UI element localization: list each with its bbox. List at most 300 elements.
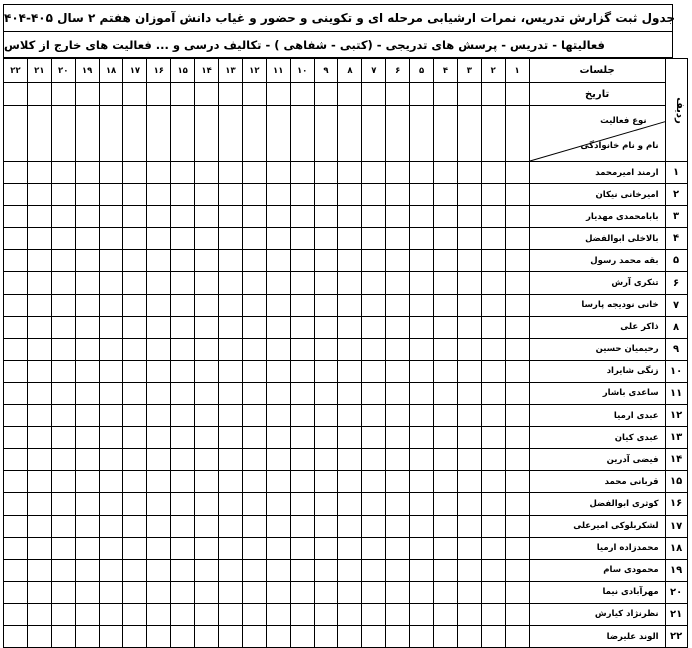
grade-cell[interactable] xyxy=(457,471,481,493)
activity-type-cell[interactable] xyxy=(314,106,338,162)
grade-cell[interactable] xyxy=(51,206,75,228)
grade-cell[interactable] xyxy=(434,515,458,537)
grade-cell[interactable] xyxy=(386,515,410,537)
grade-cell[interactable] xyxy=(457,382,481,404)
grade-cell[interactable] xyxy=(410,603,434,625)
grade-cell[interactable] xyxy=(51,272,75,294)
grade-cell[interactable] xyxy=(171,559,195,581)
grade-cell[interactable] xyxy=(242,515,266,537)
grade-cell[interactable] xyxy=(99,449,123,471)
grade-cell[interactable] xyxy=(75,250,99,272)
grade-cell[interactable] xyxy=(99,581,123,603)
grade-cell[interactable] xyxy=(75,316,99,338)
grade-cell[interactable] xyxy=(75,338,99,360)
activity-type-cell[interactable] xyxy=(362,106,386,162)
grade-cell[interactable] xyxy=(171,382,195,404)
grade-cell[interactable] xyxy=(99,250,123,272)
grade-cell[interactable] xyxy=(338,581,362,603)
grade-cell[interactable] xyxy=(434,603,458,625)
grade-cell[interactable] xyxy=(457,625,481,647)
grade-cell[interactable] xyxy=(386,427,410,449)
grade-cell[interactable] xyxy=(362,493,386,515)
grade-cell[interactable] xyxy=(123,382,147,404)
grade-cell[interactable] xyxy=(290,272,314,294)
grade-cell[interactable] xyxy=(434,581,458,603)
grade-cell[interactable] xyxy=(195,603,219,625)
grade-cell[interactable] xyxy=(410,338,434,360)
grade-cell[interactable] xyxy=(147,537,171,559)
activity-type-cell[interactable] xyxy=(410,106,434,162)
grade-cell[interactable] xyxy=(266,162,290,184)
grade-cell[interactable] xyxy=(27,603,51,625)
activity-type-cell[interactable] xyxy=(266,106,290,162)
grade-cell[interactable] xyxy=(51,427,75,449)
grade-cell[interactable] xyxy=(338,382,362,404)
grade-cell[interactable] xyxy=(171,184,195,206)
grade-cell[interactable] xyxy=(219,449,243,471)
grade-cell[interactable] xyxy=(266,382,290,404)
grade-cell[interactable] xyxy=(481,382,505,404)
grade-cell[interactable] xyxy=(481,449,505,471)
grade-cell[interactable] xyxy=(147,272,171,294)
grade-cell[interactable] xyxy=(314,559,338,581)
grade-cell[interactable] xyxy=(314,493,338,515)
grade-cell[interactable] xyxy=(314,427,338,449)
grade-cell[interactable] xyxy=(481,625,505,647)
grade-cell[interactable] xyxy=(123,603,147,625)
grade-cell[interactable] xyxy=(434,316,458,338)
grade-cell[interactable] xyxy=(266,427,290,449)
grade-cell[interactable] xyxy=(195,625,219,647)
grade-cell[interactable] xyxy=(147,338,171,360)
grade-cell[interactable] xyxy=(75,449,99,471)
grade-cell[interactable] xyxy=(457,537,481,559)
grade-cell[interactable] xyxy=(266,559,290,581)
grade-cell[interactable] xyxy=(99,338,123,360)
grade-cell[interactable] xyxy=(410,405,434,427)
grade-cell[interactable] xyxy=(123,625,147,647)
grade-cell[interactable] xyxy=(338,162,362,184)
grade-cell[interactable] xyxy=(386,338,410,360)
grade-cell[interactable] xyxy=(457,162,481,184)
grade-cell[interactable] xyxy=(242,250,266,272)
grade-cell[interactable] xyxy=(338,559,362,581)
grade-cell[interactable] xyxy=(219,294,243,316)
date-cell[interactable] xyxy=(410,83,434,106)
grade-cell[interactable] xyxy=(481,537,505,559)
grade-cell[interactable] xyxy=(290,405,314,427)
grade-cell[interactable] xyxy=(505,162,529,184)
grade-cell[interactable] xyxy=(171,250,195,272)
grade-cell[interactable] xyxy=(410,537,434,559)
grade-cell[interactable] xyxy=(314,515,338,537)
grade-cell[interactable] xyxy=(290,316,314,338)
grade-cell[interactable] xyxy=(195,471,219,493)
grade-cell[interactable] xyxy=(290,559,314,581)
grade-cell[interactable] xyxy=(362,625,386,647)
grade-cell[interactable] xyxy=(290,493,314,515)
grade-cell[interactable] xyxy=(362,405,386,427)
grade-cell[interactable] xyxy=(457,405,481,427)
grade-cell[interactable] xyxy=(481,228,505,250)
grade-cell[interactable] xyxy=(505,228,529,250)
grade-cell[interactable] xyxy=(4,250,28,272)
grade-cell[interactable] xyxy=(457,338,481,360)
grade-cell[interactable] xyxy=(362,559,386,581)
grade-cell[interactable] xyxy=(27,272,51,294)
grade-cell[interactable] xyxy=(410,471,434,493)
grade-cell[interactable] xyxy=(266,316,290,338)
grade-cell[interactable] xyxy=(505,537,529,559)
grade-cell[interactable] xyxy=(362,184,386,206)
grade-cell[interactable] xyxy=(242,493,266,515)
grade-cell[interactable] xyxy=(242,338,266,360)
grade-cell[interactable] xyxy=(171,493,195,515)
grade-cell[interactable] xyxy=(410,493,434,515)
grade-cell[interactable] xyxy=(219,603,243,625)
grade-cell[interactable] xyxy=(171,272,195,294)
grade-cell[interactable] xyxy=(457,250,481,272)
grade-cell[interactable] xyxy=(434,184,458,206)
grade-cell[interactable] xyxy=(434,294,458,316)
date-cell[interactable] xyxy=(290,83,314,106)
grade-cell[interactable] xyxy=(147,250,171,272)
grade-cell[interactable] xyxy=(338,515,362,537)
grade-cell[interactable] xyxy=(314,603,338,625)
grade-cell[interactable] xyxy=(171,206,195,228)
grade-cell[interactable] xyxy=(386,184,410,206)
grade-cell[interactable] xyxy=(99,493,123,515)
grade-cell[interactable] xyxy=(242,360,266,382)
grade-cell[interactable] xyxy=(386,316,410,338)
activity-type-cell[interactable] xyxy=(99,106,123,162)
grade-cell[interactable] xyxy=(123,427,147,449)
grade-cell[interactable] xyxy=(242,206,266,228)
grade-cell[interactable] xyxy=(481,360,505,382)
grade-cell[interactable] xyxy=(338,405,362,427)
grade-cell[interactable] xyxy=(27,228,51,250)
grade-cell[interactable] xyxy=(171,603,195,625)
grade-cell[interactable] xyxy=(123,184,147,206)
grade-cell[interactable] xyxy=(362,471,386,493)
grade-cell[interactable] xyxy=(410,250,434,272)
grade-cell[interactable] xyxy=(481,603,505,625)
grade-cell[interactable] xyxy=(242,603,266,625)
grade-cell[interactable] xyxy=(171,581,195,603)
date-cell[interactable] xyxy=(75,83,99,106)
grade-cell[interactable] xyxy=(4,206,28,228)
date-cell[interactable] xyxy=(386,83,410,106)
grade-cell[interactable] xyxy=(505,294,529,316)
grade-cell[interactable] xyxy=(505,581,529,603)
grade-cell[interactable] xyxy=(195,382,219,404)
grade-cell[interactable] xyxy=(147,206,171,228)
grade-cell[interactable] xyxy=(99,184,123,206)
grade-cell[interactable] xyxy=(27,581,51,603)
grade-cell[interactable] xyxy=(410,272,434,294)
grade-cell[interactable] xyxy=(386,250,410,272)
grade-cell[interactable] xyxy=(505,184,529,206)
grade-cell[interactable] xyxy=(147,559,171,581)
activity-type-cell[interactable] xyxy=(457,106,481,162)
date-cell[interactable] xyxy=(51,83,75,106)
grade-cell[interactable] xyxy=(410,228,434,250)
grade-cell[interactable] xyxy=(195,581,219,603)
grade-cell[interactable] xyxy=(266,449,290,471)
grade-cell[interactable] xyxy=(195,559,219,581)
grade-cell[interactable] xyxy=(266,493,290,515)
grade-cell[interactable] xyxy=(219,382,243,404)
grade-cell[interactable] xyxy=(338,228,362,250)
grade-cell[interactable] xyxy=(171,338,195,360)
grade-cell[interactable] xyxy=(266,603,290,625)
grade-cell[interactable] xyxy=(51,515,75,537)
grade-cell[interactable] xyxy=(195,250,219,272)
grade-cell[interactable] xyxy=(219,427,243,449)
grade-cell[interactable] xyxy=(147,360,171,382)
grade-cell[interactable] xyxy=(314,382,338,404)
grade-cell[interactable] xyxy=(75,360,99,382)
grade-cell[interactable] xyxy=(123,360,147,382)
grade-cell[interactable] xyxy=(434,382,458,404)
grade-cell[interactable] xyxy=(338,471,362,493)
grade-cell[interactable] xyxy=(362,250,386,272)
grade-cell[interactable] xyxy=(51,382,75,404)
grade-cell[interactable] xyxy=(410,515,434,537)
grade-cell[interactable] xyxy=(27,471,51,493)
grade-cell[interactable] xyxy=(195,405,219,427)
grade-cell[interactable] xyxy=(362,228,386,250)
grade-cell[interactable] xyxy=(27,294,51,316)
grade-cell[interactable] xyxy=(195,537,219,559)
grade-cell[interactable] xyxy=(147,581,171,603)
grade-cell[interactable] xyxy=(362,581,386,603)
grade-cell[interactable] xyxy=(75,471,99,493)
grade-cell[interactable] xyxy=(242,559,266,581)
grade-cell[interactable] xyxy=(195,228,219,250)
grade-cell[interactable] xyxy=(338,625,362,647)
grade-cell[interactable] xyxy=(171,515,195,537)
grade-cell[interactable] xyxy=(386,537,410,559)
grade-cell[interactable] xyxy=(505,493,529,515)
grade-cell[interactable] xyxy=(266,184,290,206)
grade-cell[interactable] xyxy=(457,493,481,515)
grade-cell[interactable] xyxy=(51,493,75,515)
grade-cell[interactable] xyxy=(505,250,529,272)
grade-cell[interactable] xyxy=(505,515,529,537)
grade-cell[interactable] xyxy=(27,206,51,228)
grade-cell[interactable] xyxy=(123,338,147,360)
grade-cell[interactable] xyxy=(290,184,314,206)
date-cell[interactable] xyxy=(481,83,505,106)
grade-cell[interactable] xyxy=(314,405,338,427)
grade-cell[interactable] xyxy=(290,625,314,647)
grade-cell[interactable] xyxy=(75,515,99,537)
grade-cell[interactable] xyxy=(75,184,99,206)
grade-cell[interactable] xyxy=(434,228,458,250)
grade-cell[interactable] xyxy=(242,162,266,184)
grade-cell[interactable] xyxy=(481,206,505,228)
activity-type-cell[interactable] xyxy=(481,106,505,162)
grade-cell[interactable] xyxy=(99,559,123,581)
grade-cell[interactable] xyxy=(386,603,410,625)
grade-cell[interactable] xyxy=(242,581,266,603)
grade-cell[interactable] xyxy=(51,449,75,471)
grade-cell[interactable] xyxy=(505,603,529,625)
grade-cell[interactable] xyxy=(51,250,75,272)
grade-cell[interactable] xyxy=(481,184,505,206)
grade-cell[interactable] xyxy=(505,405,529,427)
grade-cell[interactable] xyxy=(123,449,147,471)
grade-cell[interactable] xyxy=(171,427,195,449)
grade-cell[interactable] xyxy=(338,250,362,272)
grade-cell[interactable] xyxy=(362,515,386,537)
grade-cell[interactable] xyxy=(4,603,28,625)
grade-cell[interactable] xyxy=(51,294,75,316)
date-cell[interactable] xyxy=(314,83,338,106)
grade-cell[interactable] xyxy=(171,316,195,338)
activity-type-cell[interactable] xyxy=(290,106,314,162)
grade-cell[interactable] xyxy=(4,449,28,471)
grade-cell[interactable] xyxy=(51,471,75,493)
grade-cell[interactable] xyxy=(242,449,266,471)
activity-type-cell[interactable] xyxy=(338,106,362,162)
grade-cell[interactable] xyxy=(75,405,99,427)
grade-cell[interactable] xyxy=(219,162,243,184)
activity-type-cell[interactable] xyxy=(75,106,99,162)
grade-cell[interactable] xyxy=(481,272,505,294)
grade-cell[interactable] xyxy=(195,427,219,449)
grade-cell[interactable] xyxy=(242,537,266,559)
grade-cell[interactable] xyxy=(75,382,99,404)
grade-cell[interactable] xyxy=(505,382,529,404)
grade-cell[interactable] xyxy=(27,625,51,647)
grade-cell[interactable] xyxy=(27,360,51,382)
date-cell[interactable] xyxy=(338,83,362,106)
grade-cell[interactable] xyxy=(195,316,219,338)
grade-cell[interactable] xyxy=(362,537,386,559)
grade-cell[interactable] xyxy=(314,250,338,272)
grade-cell[interactable] xyxy=(27,559,51,581)
activity-type-cell[interactable] xyxy=(386,106,410,162)
grade-cell[interactable] xyxy=(75,625,99,647)
grade-cell[interactable] xyxy=(4,338,28,360)
grade-cell[interactable] xyxy=(314,228,338,250)
grade-cell[interactable] xyxy=(242,294,266,316)
grade-cell[interactable] xyxy=(314,338,338,360)
grade-cell[interactable] xyxy=(457,515,481,537)
grade-cell[interactable] xyxy=(99,316,123,338)
grade-cell[interactable] xyxy=(123,316,147,338)
grade-cell[interactable] xyxy=(290,206,314,228)
grade-cell[interactable] xyxy=(290,338,314,360)
grade-cell[interactable] xyxy=(51,228,75,250)
grade-cell[interactable] xyxy=(171,405,195,427)
grade-cell[interactable] xyxy=(434,250,458,272)
grade-cell[interactable] xyxy=(338,603,362,625)
activity-type-cell[interactable] xyxy=(27,106,51,162)
grade-cell[interactable] xyxy=(290,162,314,184)
grade-cell[interactable] xyxy=(51,603,75,625)
grade-cell[interactable] xyxy=(386,294,410,316)
grade-cell[interactable] xyxy=(123,515,147,537)
grade-cell[interactable] xyxy=(75,537,99,559)
date-cell[interactable] xyxy=(434,83,458,106)
grade-cell[interactable] xyxy=(171,449,195,471)
grade-cell[interactable] xyxy=(434,471,458,493)
grade-cell[interactable] xyxy=(386,493,410,515)
grade-cell[interactable] xyxy=(242,272,266,294)
grade-cell[interactable] xyxy=(266,515,290,537)
grade-cell[interactable] xyxy=(266,228,290,250)
date-cell[interactable] xyxy=(505,83,529,106)
grade-cell[interactable] xyxy=(338,272,362,294)
grade-cell[interactable] xyxy=(410,360,434,382)
date-cell[interactable] xyxy=(362,83,386,106)
grade-cell[interactable] xyxy=(386,581,410,603)
activity-type-cell[interactable] xyxy=(242,106,266,162)
grade-cell[interactable] xyxy=(4,625,28,647)
activity-type-cell[interactable] xyxy=(147,106,171,162)
grade-cell[interactable] xyxy=(386,471,410,493)
date-cell[interactable] xyxy=(457,83,481,106)
grade-cell[interactable] xyxy=(171,228,195,250)
grade-cell[interactable] xyxy=(27,250,51,272)
grade-cell[interactable] xyxy=(266,625,290,647)
grade-cell[interactable] xyxy=(338,449,362,471)
date-cell[interactable] xyxy=(242,83,266,106)
grade-cell[interactable] xyxy=(290,294,314,316)
grade-cell[interactable] xyxy=(457,272,481,294)
grade-cell[interactable] xyxy=(362,382,386,404)
grade-cell[interactable] xyxy=(123,471,147,493)
grade-cell[interactable] xyxy=(219,405,243,427)
grade-cell[interactable] xyxy=(481,338,505,360)
grade-cell[interactable] xyxy=(314,537,338,559)
grade-cell[interactable] xyxy=(505,471,529,493)
grade-cell[interactable] xyxy=(290,471,314,493)
grade-cell[interactable] xyxy=(4,162,28,184)
grade-cell[interactable] xyxy=(75,493,99,515)
grade-cell[interactable] xyxy=(4,559,28,581)
grade-cell[interactable] xyxy=(457,581,481,603)
grade-cell[interactable] xyxy=(4,537,28,559)
grade-cell[interactable] xyxy=(505,427,529,449)
grade-cell[interactable] xyxy=(195,162,219,184)
grade-cell[interactable] xyxy=(362,427,386,449)
grade-cell[interactable] xyxy=(27,382,51,404)
grade-cell[interactable] xyxy=(338,360,362,382)
grade-cell[interactable] xyxy=(99,427,123,449)
date-cell[interactable] xyxy=(99,83,123,106)
grade-cell[interactable] xyxy=(51,537,75,559)
grade-cell[interactable] xyxy=(434,493,458,515)
grade-cell[interactable] xyxy=(410,184,434,206)
grade-cell[interactable] xyxy=(362,338,386,360)
grade-cell[interactable] xyxy=(27,162,51,184)
grade-cell[interactable] xyxy=(147,184,171,206)
grade-cell[interactable] xyxy=(410,581,434,603)
grade-cell[interactable] xyxy=(147,449,171,471)
grade-cell[interactable] xyxy=(434,338,458,360)
grade-cell[interactable] xyxy=(314,625,338,647)
grade-cell[interactable] xyxy=(434,537,458,559)
grade-cell[interactable] xyxy=(434,272,458,294)
grade-cell[interactable] xyxy=(362,360,386,382)
grade-cell[interactable] xyxy=(338,537,362,559)
grade-cell[interactable] xyxy=(290,581,314,603)
grade-cell[interactable] xyxy=(505,449,529,471)
